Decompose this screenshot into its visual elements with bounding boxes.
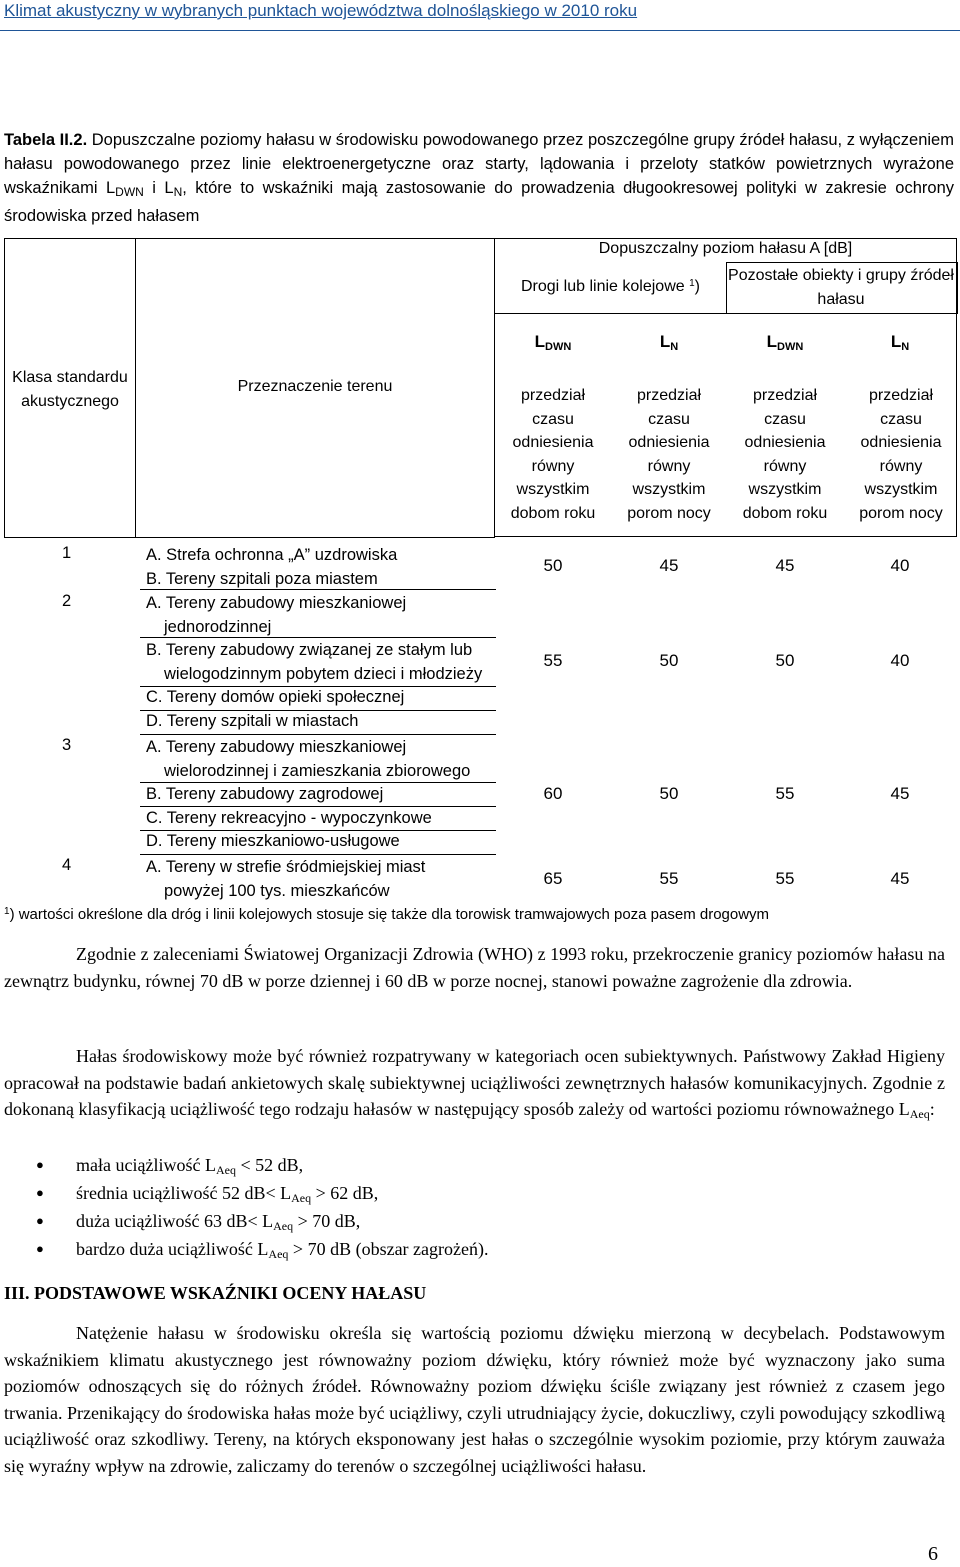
paragraph-subjective [4,1043,945,1128]
row-3-val-2: 50 [659,784,679,803]
class-1: 1 [62,544,72,562]
row-3-item-d: D. Tereny mieszkaniowo-usługowe [146,832,400,850]
ind-l-2: L [659,332,671,351]
bullet-post: > 62 dB, [311,1183,379,1203]
page-number: 6 [928,1543,938,1565]
p2-text: Hałas środowiskowy może być również rozpatrywany w kategoriach ocen subiektywnych. Państwowy Zakład Higieny opracował na podstawie badań ankietowych skalę subiektywnej uciążliwości zewnętrznych hałasów komunikacyjnych. Zgodnie z dokonaną klasyfikacją uciążliwość tego rodzaju hałasów w następujący sposób zależy od wartości poziomu równoważnego L [4,1046,945,1119]
head-other-label: Pozostałe obiekty i grupy źródeł hałasu [728,267,954,308]
head-roads-label [495,278,726,296]
row-4-item-a: A. Tereny w strefie śródmiejskiej miast powyżej 100 tys. mieszkańców [146,858,426,900]
table-footnote [4,906,769,923]
row-2-item-c: C. Tereny domów opieki społecznej [146,688,405,706]
row-2-val-4: 40 [890,651,910,670]
footnote-text: ) wartości określone dla dróg i linii kolejowych stosuje się także dla torowisk tramwajowych poza pasem drogowym [9,906,770,923]
head-roads-end: ) [694,278,700,295]
nuisance-list [40,1152,940,1264]
row-2-items [146,592,496,733]
caption-sub-dwn: DWN [115,185,144,199]
row-3-item-b: B. Tereny zabudowy zagrodowej [146,785,384,803]
row-1-val-3: 45 [775,556,795,575]
bullet-post: < 52 dB, [235,1155,304,1175]
head-roads-text: Drogi lub linie kolejowe [521,278,690,295]
bullet-pre: średnia uciążliwość 52 dB< L [76,1183,292,1203]
row-divider [140,710,496,711]
row-3-val-1: 60 [543,784,563,803]
desc-day-roads: przedział czasu odniesienia równy wszystkim dobom roku [510,387,596,522]
ind-dwn-3: DWN [777,341,804,353]
row-1-item-b: B. Tereny szpitali poza miastem [146,569,378,588]
document-header: Klimat akustyczny w wybranych punktach województwa dolnośląskiego w 2010 roku [4,1,638,20]
row-4-val-3: 55 [775,869,795,888]
bullet-pre: mała uciążliwość L [76,1155,216,1175]
caption-text-1: Dopuszczalne poziomy hałasu w środowisku powodowanego przez poszczególne grupy źródeł hałasu, z wyłączeniem hałasu powodowanego przez linie elektroenergetyczne oraz starty, lądowania i przeloty statków powietrznych wyrażone wskaźnikami L [4,131,954,197]
list-item [40,1208,940,1236]
p2-colon: : [929,1099,935,1119]
row-3-val-4: 45 [890,784,910,803]
row-divider [140,686,496,687]
class-4: 4 [62,856,72,874]
row-divider [140,830,496,831]
row-3-items [146,736,496,854]
col-purpose-label: Przeznaczenie terenu [237,378,393,395]
bullet-sub: Aeq [215,1163,236,1177]
ind-n-4: N [901,341,910,353]
row-2-item-a: A. Tereny zabudowy mieszkaniowej jednorodzinnej [146,594,407,636]
ind-l-3: L [766,332,778,351]
table-caption [4,128,954,228]
row-1-val-2: 45 [659,556,679,575]
row-4-val-2: 55 [659,869,679,888]
row-divider [140,806,496,807]
row-3-val-3: 55 [775,784,795,803]
list-item [40,1236,940,1264]
row-divider [140,782,496,783]
ind-l-4: L [890,332,902,351]
class-2: 2 [62,592,72,610]
list-item [40,1180,940,1208]
row-2-val-2: 50 [659,651,679,670]
p2-sub: Aeq [909,1107,930,1121]
row-4-val-1: 65 [543,869,563,888]
bullet-sub: Aeq [273,1219,294,1233]
caption-sub-n: N [173,185,183,199]
ind-ldwn-roads [495,332,611,353]
row-2-item-b: B. Tereny zabudowy związanej ze stałym lub wielogodzinnym pobytem dzieci i młodzieży [146,641,483,683]
desc-day-other: przedział czasu odniesienia równy wszystkim dobom roku [742,387,828,522]
header-rule [0,30,960,31]
footnote-sup: 1 [4,906,10,917]
row-2-item-d: D. Tereny szpitali w miastach [146,711,359,730]
desc-night-other: przedział czasu odniesienia równy wszystkim porom nocy [859,387,943,522]
head-main-label: Dopuszczalny poziom hałasu A [dB] [598,240,853,257]
row-divider [140,854,496,855]
row-1-val-4: 40 [890,556,910,575]
caption-text-2: , które to wskaźniki mają zastosowanie do prowadzenia długookresowej polityki w zakresie ochrony środowiska przed hałasem [4,179,954,225]
ind-ln-other [843,332,957,353]
row-3-item-c: C. Tereny rekreacyjno - wypoczynkowe [146,808,432,827]
paragraph-who: Zgodnie z zaleceniami Światowej Organizacji Zdrowia (WHO) z 1993 roku, przekroczenie granicy poziomów hałasu na zewnątrz budynku, równej 70 dB w porze dziennej i 60 dB w porze nocnej, stanowi poważne zagrożenie dla zdrowia. [4,944,945,991]
row-1-val-1: 50 [543,556,563,575]
row-1-items [146,544,496,591]
row-1-item-a: A. Strefa ochronna „A” uzdrowiska [146,546,398,564]
row-divider [140,589,496,590]
ind-ln-roads [611,332,727,353]
col-class-label: Klasa standardu akustycznego [12,369,128,410]
paragraph-indicators: Natężenie hałasu w środowisku określa się wartością poziomu dźwięku mierzoną w decybelach. Podstawowym wskaźnikiem klimatu akustycznego jest równoważny poziom dźwięku, który również może być wyznaczony jako suma poziomów odnoszących się do różnych źródeł. Równoważny poziom dźwięku ściśle związany jest również z czasem jego trwania. Przenikający do środowiska hałas może być uciążliwy, czyli utrudniający życie, dokuczliwy, czyli powodujący szkodliwą uciążliwość oraz szkodliwy. Tereny, na których eksponowany jest hałas o szczególnie wysokim poziomie, przy którym zauważa się wyraźny wpływ na zdrowie, zaliczamy do terenów o szczególnej uciążliwości hałasu. [4,1323,945,1476]
desc-night-roads: przedział czasu odniesienia równy wszystkim porom nocy [627,387,711,522]
ind-l-1: L [534,332,546,351]
row-divider [140,734,496,735]
class-3: 3 [62,736,72,754]
bullet-post: > 70 dB (obszar zagrożeń). [288,1239,489,1259]
list-item [40,1152,940,1180]
head-roads-sup: 1 [689,278,695,289]
table-label: Tabela II.2. [4,131,88,149]
row-3-item-a: A. Tereny zabudowy mieszkaniowej wielorodzinnej i zamieszkania zbiorowego [146,738,471,780]
row-2-val-3: 50 [775,651,795,670]
table-header [4,238,957,538]
ind-ldwn-other [727,332,843,353]
bullet-sub: Aeq [268,1247,289,1261]
caption-text-mid: i L [143,179,174,197]
row-4-val-4: 45 [890,869,910,888]
ind-n-2: N [670,341,679,353]
row-2-val-1: 55 [543,651,563,670]
bullet-sub: Aeq [291,1191,312,1205]
ind-dwn-1: DWN [545,341,572,353]
bullet-pre: duża uciążliwość 63 dB< L [76,1211,274,1231]
section-heading: III. PODSTAWOWE WSKAŹNIKI OCENY HAŁASU [4,1283,427,1303]
bullet-post: > 70 dB, [293,1211,361,1231]
row-divider [140,637,496,638]
bullet-pre: bardzo duża uciążliwość L [76,1239,269,1259]
